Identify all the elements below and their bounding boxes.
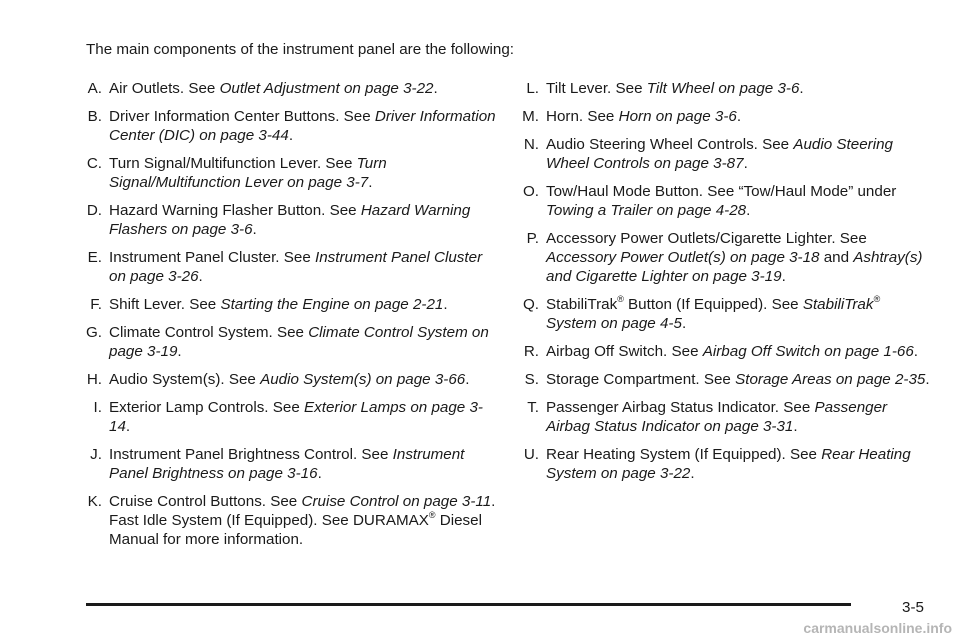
cross-reference: Climate Control System on page 3-19 xyxy=(109,324,489,360)
cross-reference: Audio System(s) on page 3-66 xyxy=(260,371,466,388)
cross-reference: Starting the Engine on page 2-21 xyxy=(220,296,444,313)
item-end: . xyxy=(743,155,748,172)
cross-reference: Instrument Panel Cluster on page 3-26 xyxy=(109,249,483,285)
item-end: . xyxy=(252,221,257,238)
cross-reference: Cruise Control on page 3-11 xyxy=(301,493,492,510)
item-end: . xyxy=(443,296,448,313)
list-item xyxy=(513,79,933,98)
item-text: Airbag Off Switch. See xyxy=(546,343,703,360)
item-end: . xyxy=(288,127,294,144)
item-text: Instrument Panel Brightness Control. See xyxy=(109,446,393,463)
list-item xyxy=(76,370,496,389)
item-end-2: . xyxy=(781,268,786,285)
item-text: Accessory Power Outlets/Cigarette Lighter. See xyxy=(546,230,867,247)
item-text: Turn Signal/Multifunction Lever. See xyxy=(109,155,357,172)
page-number: 3-5 xyxy=(902,599,924,616)
item-text: Instrument Panel Cluster. See xyxy=(109,249,315,266)
cross-reference: Tilt Wheel on page 3-6 xyxy=(646,80,800,97)
item-text: Hazard Warning Flasher Button. See xyxy=(109,202,361,219)
list-item xyxy=(76,295,496,314)
list-item xyxy=(513,182,933,220)
item-letter: C. xyxy=(86,155,102,172)
item-text: Rear Heating System (If Equipped). See xyxy=(546,446,822,463)
item-end: . xyxy=(125,418,131,435)
cross-reference: Horn on page 3-6 xyxy=(618,108,737,125)
cross-reference: Instrument Panel Brightness on page 3-16 xyxy=(109,446,465,482)
cross-reference: Towing a Trailer on page 4-28 xyxy=(546,202,747,219)
item-end: . xyxy=(433,80,438,97)
list-item xyxy=(76,323,496,361)
item-end: . xyxy=(198,268,203,285)
item-letter: L. xyxy=(526,80,539,97)
cross-reference: Hazard Warning Flashers on page 3-6 xyxy=(109,202,471,238)
list-item xyxy=(76,107,496,145)
item-end: . xyxy=(368,174,373,191)
cross-reference: Outlet Adjustment on page 3-22 xyxy=(219,80,434,97)
item-letter: K. xyxy=(87,493,102,510)
item-letter: D. xyxy=(86,202,102,219)
cross-reference: Exterior Lamps on page 3-14 xyxy=(109,399,483,435)
component-list-left xyxy=(76,79,496,558)
cross-reference: Audio Steering Wheel Controls on page 3-87 xyxy=(546,136,893,172)
cross-reference: Turn Signal/Multifunction Lever on page 3-7 xyxy=(109,155,387,191)
item-letter: S. xyxy=(524,371,539,388)
item-text: Exterior Lamp Controls. See xyxy=(109,399,304,416)
item-text: Climate Control System. See xyxy=(109,324,309,341)
item-end: . xyxy=(177,343,182,360)
cross-reference: Rear Heating System on page 3-22 xyxy=(546,446,911,482)
registered-mark-ref: ® xyxy=(873,294,881,304)
item-letter: R. xyxy=(523,343,539,360)
item-letter: I. xyxy=(93,399,102,416)
item-letter: E. xyxy=(87,249,102,266)
item-end: and xyxy=(819,249,854,266)
item-text: Horn. See xyxy=(546,108,619,125)
item-text: Passenger Airbag Status Indicator. See xyxy=(546,399,815,416)
item-letter: A. xyxy=(87,80,102,97)
item-text: Audio Steering Wheel Controls. See xyxy=(546,136,794,153)
item-letter: P. xyxy=(526,230,539,247)
item-text: Storage Compartment. See xyxy=(546,371,736,388)
item-text: Tow/Haul Mode Button. See “Tow/Haul Mode” under xyxy=(546,183,897,200)
cross-reference-2: System on page 4-5 xyxy=(546,315,682,332)
item-letter: Q. xyxy=(522,296,539,313)
item-text: Shift Lever. See xyxy=(109,296,221,313)
cross-reference: Driver Information Center (DIC) on page 3-44 xyxy=(109,108,496,144)
cross-reference: Storage Areas on page 2-35 xyxy=(735,371,926,388)
item-end: . xyxy=(465,371,470,388)
item-letter: F. xyxy=(90,296,102,313)
item-text: Driver Information Center Buttons. See xyxy=(109,108,375,125)
list-item xyxy=(76,492,496,549)
list-item xyxy=(513,445,933,483)
list-item xyxy=(76,445,496,483)
component-list-right xyxy=(513,79,933,492)
item-end: . xyxy=(913,343,919,360)
list-item xyxy=(513,398,933,436)
cross-reference: Accessory Power Outlet(s) on page 3-18 xyxy=(546,249,820,266)
item-end: . xyxy=(317,465,322,482)
item-end: . xyxy=(736,108,742,125)
cross-reference-2: Ashtray(s) and Cigarette Lighter on page 3-19 xyxy=(546,249,923,285)
item-letter: U. xyxy=(523,446,539,463)
list-item xyxy=(513,135,933,173)
list-item xyxy=(76,201,496,239)
item-end: . xyxy=(746,202,751,219)
item-text: Tilt Lever. See xyxy=(546,80,647,97)
item-letter: T. xyxy=(527,399,539,416)
item-letter: N. xyxy=(523,136,539,153)
list-item xyxy=(76,248,496,286)
list-item xyxy=(513,342,933,361)
item-text: Audio System(s). See xyxy=(109,371,261,388)
registered-mark: ® xyxy=(428,510,436,520)
item-text-2: Button (If Equipped). See xyxy=(623,296,803,313)
item-tail: Diesel Manual for more information. xyxy=(109,512,482,548)
item-end: . xyxy=(793,418,798,435)
footer-rule xyxy=(86,603,851,606)
list-item xyxy=(513,107,933,126)
list-item xyxy=(76,154,496,192)
item-letter: H. xyxy=(86,371,102,388)
intro-text: The main components of the instrument panel are the following: xyxy=(86,41,515,58)
list-item xyxy=(513,370,933,389)
cross-reference: Airbag Off Switch on page 1-66 xyxy=(702,343,914,360)
item-letter: J. xyxy=(90,446,102,463)
cross-reference: Passenger Airbag Status Indicator on page 3-31 xyxy=(546,399,888,435)
item-letter: O. xyxy=(522,183,539,200)
cross-reference: StabiliTrak xyxy=(802,296,874,313)
list-item xyxy=(76,398,496,436)
item-text: Cruise Control Buttons. See xyxy=(109,493,302,510)
item-text: Air Outlets. See xyxy=(109,80,220,97)
item-letter: M. xyxy=(522,108,539,125)
item-text: StabiliTrak xyxy=(546,296,618,313)
item-letter: B. xyxy=(87,108,102,125)
item-end: . xyxy=(681,315,687,332)
list-item xyxy=(513,229,933,286)
item-end: . xyxy=(925,371,930,388)
item-letter: G. xyxy=(85,324,102,341)
registered-mark: ® xyxy=(617,294,624,304)
watermark: carmanualsonline.info xyxy=(803,620,952,636)
item-end: . Fast Idle System (If Equipped). See DURAMAX xyxy=(109,493,496,529)
item-end: . xyxy=(690,465,695,482)
list-item xyxy=(76,79,496,98)
item-end: . xyxy=(799,80,804,97)
list-item xyxy=(513,295,933,333)
